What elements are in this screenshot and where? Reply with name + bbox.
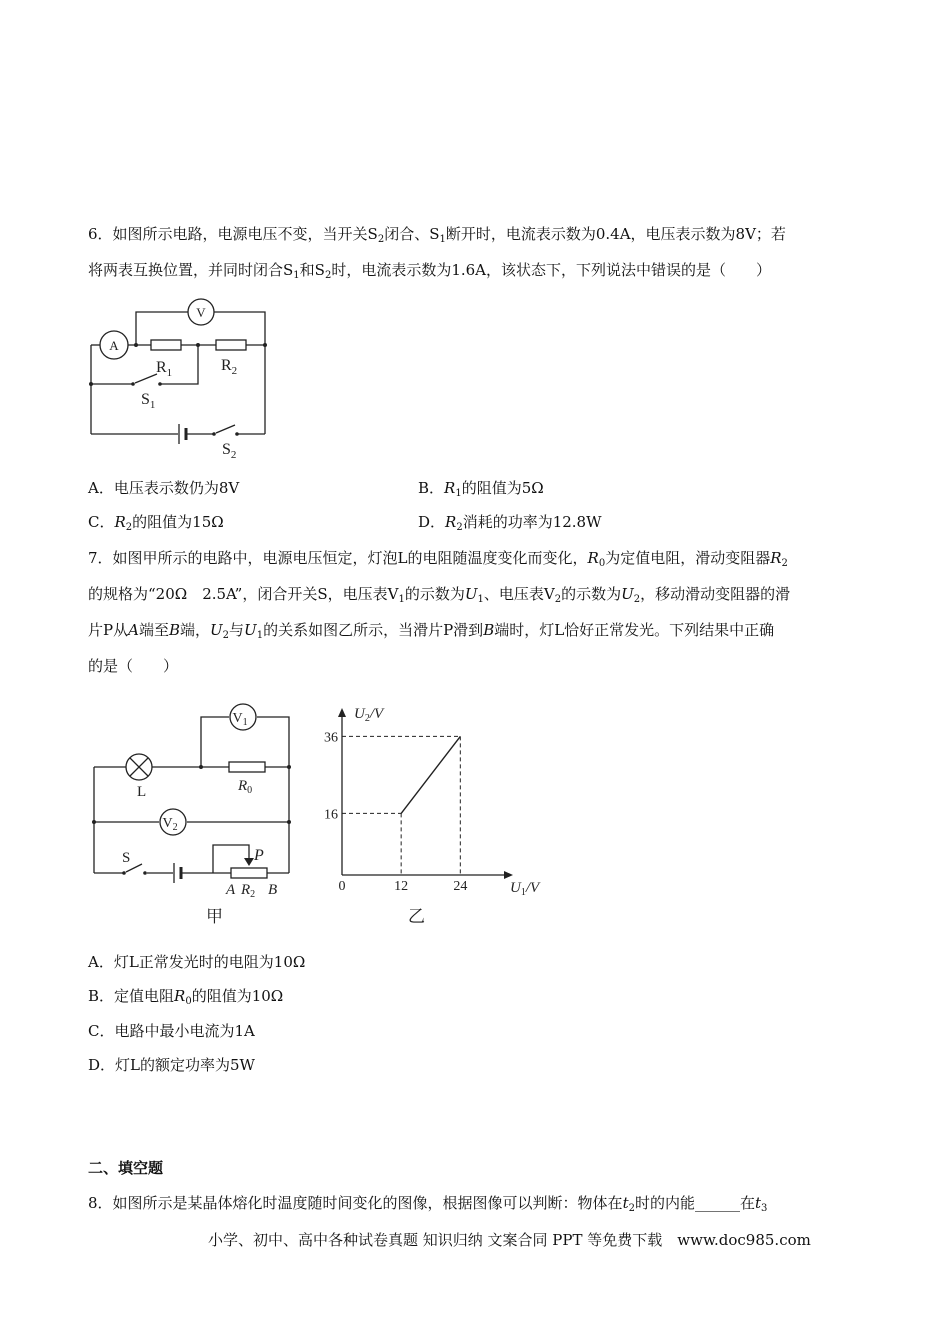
data-line xyxy=(401,736,460,813)
q6-option-b[interactable]: B．$R_1$的阻值为5Ω xyxy=(418,479,544,499)
q7-number: 7． xyxy=(88,549,113,567)
q7-line-3: 片P从A端至B端，$U_2$与$U_1$的关系如图乙所示，当滑片P滑到B端时，灯L恰好正常发光。下列结果中正确 xyxy=(88,621,775,641)
s2-switch-blade xyxy=(216,425,235,433)
figure-yi-caption: 乙 xyxy=(408,907,425,926)
q6-line-2: 将两表互换位置，并同时闭合$S_1$和$S_2$时，电流表示数为1.6A，该状态下，下列说法中错误的是（ ） xyxy=(88,261,772,281)
ammeter-label: A xyxy=(109,338,119,353)
x-tick-label-12: 12 xyxy=(394,879,409,894)
y-axis-label: $U_2/V$ xyxy=(354,706,384,724)
section-2-title: 二、填空题 xyxy=(88,1159,164,1177)
footer-text: 小学、初中、高中各种试卷真题 知识归纳 文案合同 PPT 等免费下载 www.doc985.com xyxy=(208,1231,811,1249)
slider-p-arrow xyxy=(244,858,254,866)
switch-label: S xyxy=(122,850,131,866)
q6-number: 6． xyxy=(88,225,113,243)
q6-circuit-diagram xyxy=(85,292,285,464)
v1-label: $V_1$ xyxy=(232,711,248,728)
r2-label: $R_2$ xyxy=(241,882,256,900)
q6-option-d[interactable]: D．$R_2$消耗的功率为12.8W xyxy=(418,513,602,533)
terminal-b-label: B xyxy=(268,882,278,898)
x-tick-label-24: 24 xyxy=(453,879,468,894)
lamp-label: L xyxy=(137,784,147,800)
y-axis-arrow xyxy=(338,708,346,717)
r1-resistor xyxy=(151,340,181,350)
r2-slide-resistor xyxy=(231,868,267,878)
r1-label: $R_1$ xyxy=(156,359,173,379)
s1-label: $S_1$ xyxy=(141,391,156,411)
slider-p-label: P xyxy=(254,847,264,864)
y-tick-label-36: 36 xyxy=(324,730,338,746)
q7-option-c[interactable]: C．电路中最小电流为1A xyxy=(88,1022,255,1040)
r2-resistor xyxy=(216,340,246,350)
x-axis-label: $U_1/V$ xyxy=(510,880,540,898)
q7-option-b[interactable]: B．定值电阻$R_0$的阻值为10Ω xyxy=(88,987,284,1007)
q7-option-a[interactable]: A．灯L正常发光时的电阻为10Ω xyxy=(88,953,306,971)
q7-option-d[interactable]: D．灯L的额定功率为5W xyxy=(88,1056,255,1074)
voltmeter-label: V xyxy=(196,305,206,320)
s2-label: $S_2$ xyxy=(222,441,237,461)
q7-line-2: 的规格为“20Ω 2.5A”，闭合开关S，电压表$V_1$的示数为$U_1$、电压表$V_2$的示数为$U_2$，移动滑动变阻器的滑 xyxy=(88,585,791,605)
q8-number: 8． xyxy=(88,1194,113,1212)
q7-line-1: 7．如图甲所示的电路中，电源电压恒定，灯泡L的电阻随温度变化而变化，$R_0$为定值电阻，滑动变阻器$R_2$ xyxy=(88,549,788,569)
q8-line-1: 8．如图所示是某晶体熔化时温度随时间变化的图像，根据图像可以判断：物体在$t_2$时的内能______在$t_3$ xyxy=(88,1194,768,1214)
terminal-a-label: A xyxy=(226,882,236,898)
s1-switch-blade xyxy=(135,374,157,383)
q7-graph xyxy=(318,700,563,930)
q6-line-1: 6．如图所示电路，电源电压不变，当开关$S_2$闭合、$S_1$断开时，电流表示数为0.4A，电压表示数为8V；若 xyxy=(88,225,786,245)
y-tick-label-16: 16 xyxy=(324,807,338,823)
r0-label: $R_0$ xyxy=(238,778,253,796)
q6-option-a[interactable]: A．电压表示数仍为8V xyxy=(88,479,240,497)
r0-resistor xyxy=(229,762,265,772)
q7-line-4: 的是（ ） xyxy=(88,657,179,675)
x-tick-label-0: 0 xyxy=(338,879,346,894)
q6-option-c[interactable]: C．$R_2$的阻值为15Ω xyxy=(88,513,224,533)
x-axis-arrow xyxy=(504,871,513,879)
q8-blank[interactable]: ______ xyxy=(694,1194,740,1212)
figure-jia-caption: 甲 xyxy=(206,907,223,926)
v2-label: $V_2$ xyxy=(162,816,178,833)
q7-circuit-diagram xyxy=(88,700,303,930)
r2-label: $R_2$ xyxy=(221,357,238,377)
